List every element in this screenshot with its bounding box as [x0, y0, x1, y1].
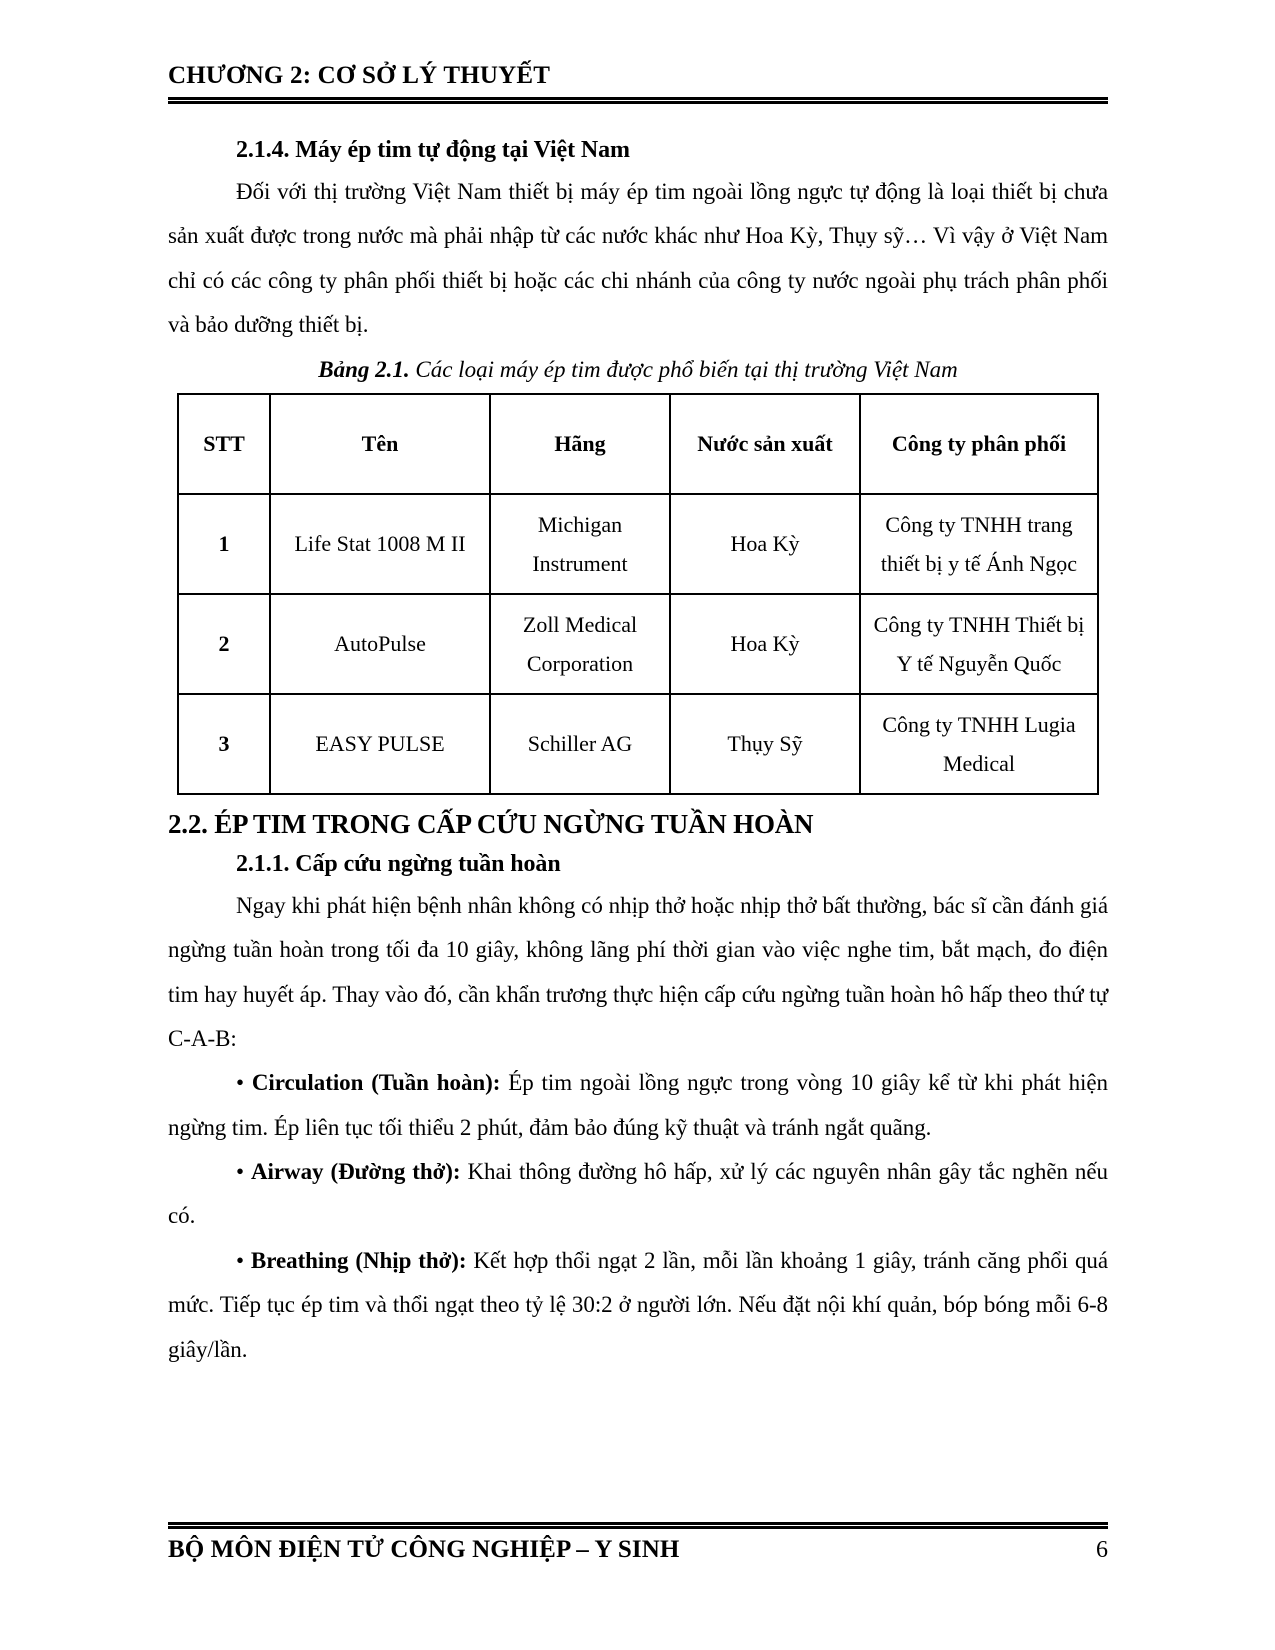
bullet-body-circulation: Ép tim ngoài lồng ngực trong vòng 10 giây kể từ khi phát hiện ngừng tim. Ép liên tục tối thiểu 2 phút, đảm bảo đúng kỹ thuật và tránh ngắt quãng. [168, 1070, 1109, 1140]
bullet-body-airway: Khai thông đường hô hấp, xử lý các nguyên nhân gây tắc nghẽn nếu có. [168, 1159, 1108, 1229]
bullet-body-breathing: Kết hợp thổi ngạt 2 lần, mỗi lần khoảng 1 giây, tránh căng phổi quá mức. Tiếp tục ép tim và thổi ngạt theo tỷ lệ 30:2 ở người lớn. Nếu đặt nội khí quản, bóp bóng mỗi 6-8 giây/lần. [168, 1247, 1109, 1362]
cell-stt: 1 [178, 494, 270, 594]
paragraph-2-1-4: Đối với thị trường Việt Nam thiết bị máy ép tim ngoài lồng ngực tự động là loại thiết bị chưa sản xuất được trong nước mà phải nhập từ các nước khác như Hoa Kỳ, Thụy sỹ… Vì vậy ở Việt Nam chỉ có các công ty phân phối thiết bị hoặc các chi nhánh của công ty nước ngoài phụ trách phân phối và bảo dưỡng thiết bị. [168, 179, 1108, 338]
column-header-hang: Hãng [490, 394, 670, 494]
cell-cong-ty: Công ty TNHH Lugia Medical [860, 694, 1098, 794]
bullet-label-circulation: Circulation (Tuần hoàn): [251, 1070, 501, 1096]
running-header-title: CHƯƠNG 2: CƠ SỞ LÝ THUYẾT [168, 62, 551, 89]
table-header-row [178, 394, 1098, 494]
bullet-marker-icon: • [236, 1159, 245, 1185]
cell-stt: 3 [178, 694, 270, 794]
table-row [178, 694, 1098, 794]
footer-divider-rule [168, 1522, 1108, 1529]
paragraph-2-1-1: Ngay khi phát hiện bệnh nhân không có nhịp thở hoặc nhịp thở bất thường, bác sĩ cần đánh giá ngừng tuần hoàn trong tối đa 10 giây, không lãng phí thời gian vào việc nghe tim, bắt mạch, đo điện tim hay huyết áp. Thay vào đó, cần khẩn trương thực hiện cấp cứu ngừng tuần hoàn hô hấp theo thứ tự C-A-B: [168, 892, 1108, 1051]
footer-department: BỘ MÔN ĐIỆN TỬ CÔNG NGHIỆP – Y SINH [168, 1536, 680, 1563]
cell-ten: EASY PULSE [270, 694, 490, 794]
cell-hang: Zoll Medical Corporation [490, 594, 670, 694]
page-content [168, 132, 1108, 1372]
bullet-breathing [168, 1239, 1108, 1372]
column-header-stt: STT [178, 394, 270, 494]
table-caption-text: Các loại máy ép tim được phổ biến tại thị trường Việt Nam [409, 356, 958, 382]
bullet-marker-icon: • [236, 1070, 245, 1096]
cell-nuoc: Hoa Kỳ [670, 494, 860, 594]
cell-ten: AutoPulse [270, 594, 490, 694]
heading-2-1-1: 2.1.1. Cấp cứu ngừng tuần hoàn [236, 850, 561, 877]
bullet-circulation [168, 1061, 1108, 1150]
column-header-ten: Tên [270, 394, 490, 494]
table-row [178, 594, 1098, 694]
header-divider-rule [168, 97, 1108, 104]
bullet-airway [168, 1150, 1108, 1239]
cell-cong-ty: Công ty TNHH trang thiết bị y tế Ánh Ngọc [860, 494, 1098, 594]
cell-ten: Life Stat 1008 M II [270, 494, 490, 594]
bullet-label-airway: Airway (Đường thở): [250, 1159, 461, 1185]
page-header [168, 62, 1108, 104]
heading-2-2: 2.2. ÉP TIM TRONG CẤP CỨU NGỪNG TUẦN HOÀN [168, 808, 814, 839]
cell-nuoc: Hoa Kỳ [670, 594, 860, 694]
footer-page-number: 6 [1096, 1537, 1108, 1563]
cell-cong-ty: Công ty TNHH Thiết bị Y tế Nguyễn Quốc [860, 594, 1098, 694]
table-caption-label: Bảng 2.1. [318, 356, 410, 382]
cell-stt: 2 [178, 594, 270, 694]
cell-nuoc: Thụy Sỹ [670, 694, 860, 794]
bullet-label-breathing: Breathing (Nhịp thở): [250, 1247, 467, 1273]
column-header-cong-ty-phan-phoi: Công ty phân phối [860, 394, 1098, 494]
cell-hang: Schiller AG [490, 694, 670, 794]
column-header-nuoc-san-xuat: Nước sản xuất [670, 394, 860, 494]
cell-hang: Michigan Instrument [490, 494, 670, 594]
table-bang-2-1 [177, 393, 1099, 795]
bullet-marker-icon: • [236, 1247, 245, 1273]
page-footer [168, 1522, 1108, 1564]
heading-2-1-4: 2.1.4. Máy ép tim tự động tại Việt Nam [236, 137, 630, 163]
table-row [178, 494, 1098, 594]
footer-row [168, 1536, 1108, 1564]
table-caption [168, 354, 1108, 386]
